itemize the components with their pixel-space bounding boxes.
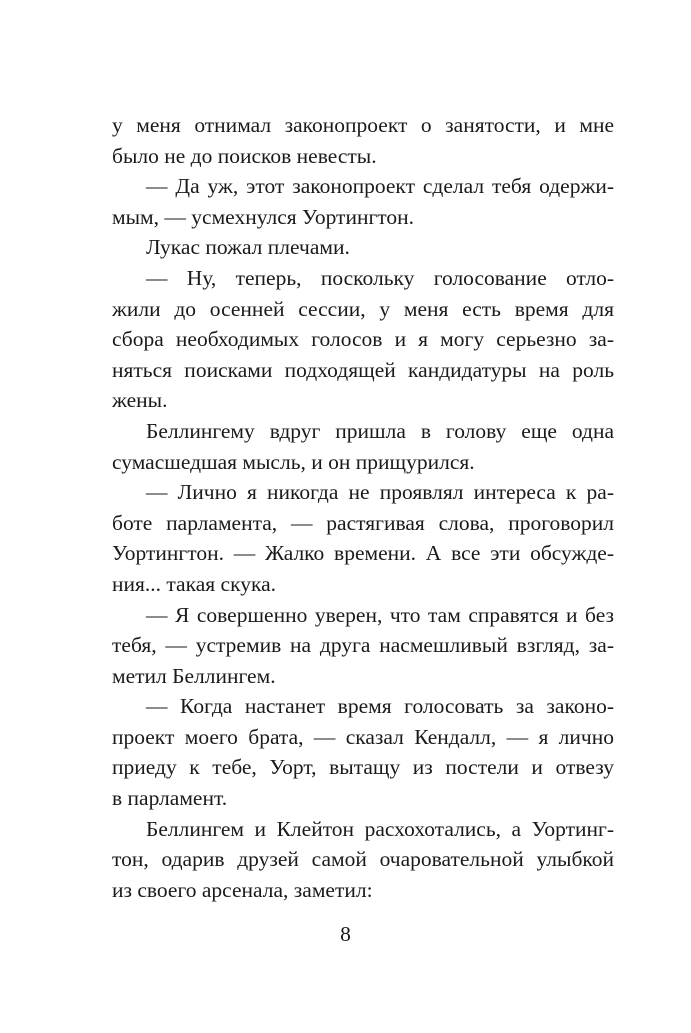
text-line: проект моего брата, — сказал Кендалл, — я лично bbox=[112, 724, 614, 749]
text-line: Беллингему вдруг пришла в голову еще одна bbox=[146, 418, 614, 443]
text-line: Лукас пожал плечами. bbox=[146, 235, 350, 260]
page-number: 8 bbox=[340, 922, 351, 946]
text-line: мым, — усмехнулся Уортингтон. bbox=[112, 204, 415, 229]
text-line: из своего арсенала, заметил: bbox=[112, 877, 373, 902]
text-line: — Да уж, этот законопроект сделал тебя одержи- bbox=[146, 174, 614, 199]
text-line: в парламент. bbox=[112, 786, 228, 811]
text-line: — Ну, теперь, поскольку голосование отло- bbox=[146, 265, 614, 290]
page-body-text bbox=[112, 110, 614, 905]
text-line: — Лично я никогда не проявлял интереса к ра- bbox=[146, 480, 614, 505]
text-line: няться поисками подходящей кандидатуры на роль bbox=[112, 357, 614, 382]
text-line: — Когда настанет время голосовать за законо- bbox=[146, 694, 614, 719]
text-line: ния... такая скука. bbox=[112, 571, 277, 596]
text-line: сумасшедшая мысль, и он прищурился. bbox=[112, 449, 475, 474]
text-line: жены. bbox=[112, 388, 168, 413]
text-line: было не до поисков невесты. bbox=[112, 143, 377, 168]
text-line: — Я совершенно уверен, что там справятся и без bbox=[146, 602, 614, 627]
text-line: у меня отнимал законопроект о занятости, и мне bbox=[112, 113, 614, 137]
text-line: Беллингем и Клейтон расхохотались, а Уортинг- bbox=[146, 816, 614, 841]
text-line: тебя, — устремив на друга насмешливый взгляд, за- bbox=[112, 633, 614, 658]
text-line: тон, одарив друзей самой очаровательной улыбкой bbox=[112, 847, 614, 872]
text-line: метил Беллингем. bbox=[112, 663, 276, 688]
text-line: приеду к тебе, Уорт, вытащу из постели и отвезу bbox=[112, 755, 614, 780]
text-line: Уортингтон. — Жалко времени. А все эти обсужде- bbox=[112, 541, 614, 566]
text-line: боте парламента, — растягивая слова, проговорил bbox=[112, 510, 614, 535]
text-line: жили до осенней сессии, у меня есть время для bbox=[112, 296, 614, 321]
text-line: сбора необходимых голосов и я могу серьезно за- bbox=[112, 327, 614, 352]
